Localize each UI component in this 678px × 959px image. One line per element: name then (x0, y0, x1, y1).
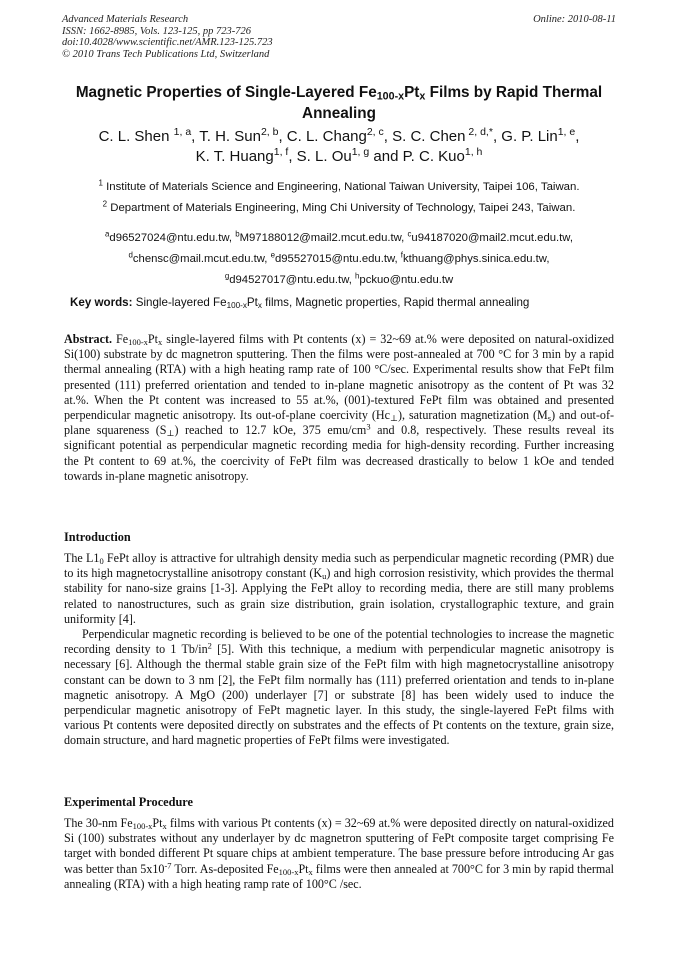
email: $^c$u94187020@mail2.mcut.edu.tw, (407, 229, 573, 244)
copyright-line: © 2010 Trans Tech Publications Ltd, Switzerland (62, 48, 270, 60)
doi-line: doi:10.4028/www.scientific.net/AMR.123-125.723 (62, 37, 273, 48)
journal-header (62, 14, 616, 60)
email: $^a$d96527024@ntu.edu.tw, (105, 229, 236, 244)
abstract: Abstract. $Fe_{100-x}Pt_x$ single-layered films with Pt contents (x) = 32~69 at.% were deposited on natural-oxidized Si(100) substrate by dc magnetron sputtering. Then the films were post-annealed at 700 °C for 3 min by a rapid thermal annealing (RTA) with a high heating ramp rate of 100 °C/sec. Experimental results show that FePt film presented (111) preferred orientation and tended to in-plane magnetic anisotropy as the content of Pt was 32 at.%. When the Pt content was increased to 55 at.%, (001)-textured FePt film was obtained and presented perpendicular magnetic anisotropy. Its out-of-plane coercivity $(Hc_\perp)$, saturation magnetization $(M_s)$ and out-of-plane squareness $(S_\perp)$ reached to 12.7 kOe, 375 emu/$cm^3$ and 0.8, respectively. These results reveal its significant potential as perpendicular magnetic recording media for high-density recording. Further increasing the Pt content to 69 at.%, the coercivity of FePt film was decreased drastically to below 1 kOe and tended towards in-plane magnetic anisotropy. (64, 332, 614, 483)
paragraph: The $L1_0$ FePt alloy is attractive for ultrahigh density media such as perpendicular magnetic recording (PMR) due to its high magnetocrystalline anisotropy constant $(K_u)$ and high corrosion resistivity, which provides the thermal stability for nano-size grains [1-3]. Applying the FePt alloy to recording media, there are still many problems related to nanostructures, such as grain size distribution, grain isolation, crystallographic texture, and grain uniformity [4]. (64, 551, 615, 626)
experimental-section (64, 795, 614, 892)
author: K. T. Huang$^{1, f}$ (195, 146, 289, 165)
keywords: Key words: Single-layered $Fe_{100-x}Pt_x$ films, Magnetic properties, Rapid thermal annealing (70, 296, 530, 311)
paper-title: Magnetic Properties of Single-Layered $Fe_{100-x}Pt_x$ Films by Rapid Thermal Annealing (75, 84, 603, 122)
introduction-section (64, 530, 614, 749)
author: T. H. Sun$^{2, b}$ (199, 126, 279, 145)
paragraph: Perpendicular magnetic recording is believed to be one of the potential technologies to increase the magnetic recording density to 1 $Tb/in^2$ [5]. With this technique, a medium with perpendicular magnetic anisotropy is necessary [6]. Although the thermal stable grain size of the FePt film with high magnetocrystalline anisotropy constant can be down to 3 nm [2], the FePt film normally has (111) preferred orientation and tends to in-plane magnetic anisotropy. A MgO (200) underlayer [7] or substrate [8] has been widely used to induce the perpendicular magnetic anisotropy of FePt magnetic layer. In this study, the single-layered FePt films with various Pt contents were deposited directly on substrates and the effects of Pt contents on the texture, grain size, domain structure, and hard magnetic properties of FePt films were investigated. (64, 627, 614, 748)
author: G. P. Lin$^{1, e}$ (501, 126, 576, 145)
abstract-label: Abstract. (64, 332, 113, 346)
section-heading: Experimental Procedure (64, 795, 193, 809)
author-list: C. L. Shen $^{1, a}$, T. H. Sun$^{2, b}$, C. L. Chang$^{2, c}$, S. C. Chen $^{2, d,*}$, G. P. Lin$^{1, e}$, K. T. Huang$^{1, f}$, S. L. Ou$^{1, g}$ and P. C. Kuo$^{1, h}$ (98, 126, 580, 165)
author: C. L. Chang$^{2, c}$ (286, 126, 384, 145)
issn-line: ISSN: 1662-8985, Vols. 123-125, pp 723-726 (62, 25, 251, 37)
author: P. C. Kuo$^{1, h}$ (402, 146, 483, 165)
affiliation-2: $^2$ Department of Materials Engineering, Ming Chi University of Technology, Taipei 243, Taiwan. (102, 199, 576, 214)
email: $^b$M97188012@mail2.mcut.edu.tw, (235, 229, 408, 244)
author: S. C. Chen $^{2, d,*}$ (392, 126, 493, 145)
paragraph: The 30-nm $Fe_{100-x}Pt_x$ films with various Pt contents (x) = 32~69 at.% were deposited directly on natural-oxidized Si (100) substrates without any underlayer by dc magnetron sputtering of FePt composite target comprising Fe target with bonded different Pt square chips at ambient temperature. The base pressure before introducing Ar gas was better than $5x10^{-7}$ Torr. As-deposited $Fe_{100-x}Pt_x$ films were then annealed at 700°C for 3 min by rapid thermal annealing (RTA) with a high heating ramp rate of 100°C /sec. (64, 816, 614, 891)
email-list (30, 228, 648, 291)
email: $^f$kthuang@phys.sinica.edu.tw, (400, 250, 550, 265)
online-date: Online: 2010-08-11 (533, 14, 616, 25)
author: C. L. Shen $^{1, a}$ (98, 126, 192, 145)
keywords-label: Key words: (70, 296, 133, 309)
email: $^e$d95527015@ntu.edu.tw, (270, 250, 401, 265)
section-heading: Introduction (64, 530, 131, 544)
email: $^g$d94527017@ntu.edu.tw, (224, 271, 356, 286)
author: S. L. Ou$^{1, g}$ (296, 146, 370, 165)
journal-name: Advanced Materials Research (62, 14, 189, 25)
email: $^h$pckuo@ntu.edu.tw (355, 271, 454, 286)
affiliation-1: $^1$ Institute of Materials Science and Engineering, National Taiwan University, Taipei 106, Taiwan. (98, 178, 580, 193)
email: $^d$chensc@mail.mcut.edu.tw, (128, 250, 271, 265)
